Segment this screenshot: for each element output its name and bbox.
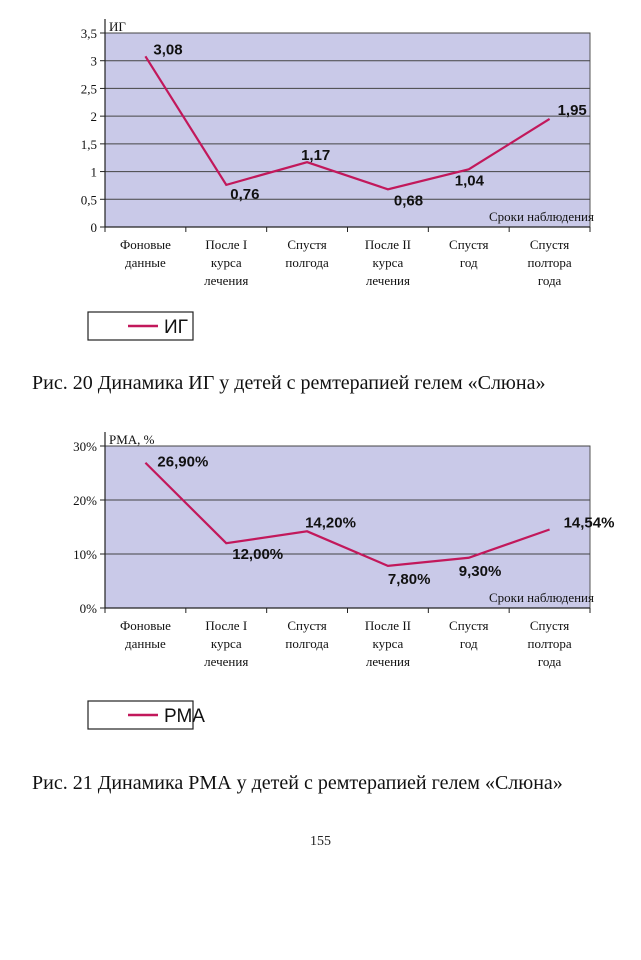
x-tick-label-line: После II <box>364 237 411 252</box>
x-tick-label-line: Спустя <box>529 237 570 252</box>
data-label: 14,54% <box>563 514 615 532</box>
x-tick-label-line: Спустя <box>449 237 489 252</box>
x-tick-label-line: Спустя <box>449 618 489 633</box>
y-tick-label: 1,5 <box>80 136 97 152</box>
y-tick-label: 0% <box>79 601 97 616</box>
x-tick-label <box>528 237 572 288</box>
y-tick-label: 0,5 <box>80 192 97 208</box>
x-tick-label-line: лечения <box>365 654 410 669</box>
x-tick-label <box>365 618 411 669</box>
x-tick-label-line: год <box>459 255 478 270</box>
y-tick-label: 2 <box>90 109 97 125</box>
x-tick-label-line: год <box>459 636 478 651</box>
x-tick-label-line: Фоновые <box>119 618 171 633</box>
y-axis-label: РМА, % <box>109 432 155 447</box>
data-label: 1,95 <box>557 101 587 119</box>
legend <box>88 701 205 729</box>
data-label: 1,04 <box>454 172 484 190</box>
x-tick-label-line: курса <box>210 636 242 651</box>
x-tick-label-line: После I <box>205 618 248 633</box>
x-tick-label-line: полгода <box>285 636 329 651</box>
data-label: 1,17 <box>301 147 331 165</box>
figure-20-caption: Рис. 20 Динамика ИГ у детей с ремтерапией гелем «Слюна» <box>32 372 546 394</box>
legend-label: РМА <box>164 706 205 727</box>
x-tick-label <box>285 237 329 270</box>
data-label: 0,68 <box>393 192 424 210</box>
x-tick-label-line: После I <box>205 237 248 252</box>
y-tick-label: 3,5 <box>80 26 97 41</box>
data-label: 14,20% <box>305 514 356 532</box>
y-tick-label: 1 <box>90 164 97 180</box>
x-tick-label-line: курса <box>372 255 404 270</box>
legend <box>88 312 193 340</box>
x-tick-label <box>204 237 248 288</box>
data-label: 12,00% <box>232 546 284 564</box>
x-tick-label <box>120 618 171 651</box>
y-tick-label: 0 <box>90 220 97 235</box>
x-tick-label-line: Спустя <box>287 618 327 633</box>
x-axis-label: Сроки наблюдения <box>488 209 594 224</box>
x-tick-label-line: курса <box>372 636 404 651</box>
x-tick-label-line: Спустя <box>287 237 327 252</box>
y-axis-label: ИГ <box>109 19 126 34</box>
x-tick-label-line: полтора <box>527 636 572 651</box>
data-label: 0,76 <box>230 185 260 203</box>
data-label: 7,80% <box>387 570 431 588</box>
x-tick-label-line: курса <box>210 255 242 270</box>
x-tick-label <box>120 237 171 270</box>
x-tick-label-line: года <box>537 273 562 288</box>
plot-area <box>105 33 590 227</box>
x-tick-label <box>285 618 329 651</box>
data-label: 26,90% <box>157 453 209 471</box>
ig-chart <box>0 0 641 360</box>
x-tick-label-line: Спустя <box>529 618 570 633</box>
x-tick-label <box>365 237 411 288</box>
x-tick-label-line: полтора <box>527 255 572 270</box>
x-tick-label-line: полгода <box>285 255 329 270</box>
x-tick-label-line: данные <box>125 636 166 651</box>
x-tick-label-line: лечения <box>204 654 249 669</box>
x-tick-label-line: Фоновые <box>119 237 171 252</box>
x-tick-label-line: года <box>537 654 562 669</box>
figure-21-caption: Рис. 21 Динамика РМА у детей с ремтерапией гелем «Слюна» <box>32 772 563 794</box>
legend-label: ИГ <box>164 317 188 338</box>
x-tick-label <box>449 618 488 651</box>
x-tick-label <box>449 237 488 270</box>
rma-chart <box>0 432 641 762</box>
data-label: 9,30% <box>458 562 502 580</box>
x-tick-label-line: данные <box>125 255 166 270</box>
data-label: 3,08 <box>153 41 183 59</box>
x-tick-label-line: лечения <box>204 273 249 288</box>
y-tick-label: 20% <box>73 493 97 508</box>
y-tick-label: 3 <box>90 53 97 69</box>
x-tick-label <box>204 618 248 669</box>
x-tick-label-line: лечения <box>365 273 410 288</box>
y-tick-label: 10% <box>73 547 97 562</box>
y-tick-label: 30% <box>73 439 97 454</box>
y-tick-label: 2,5 <box>80 81 97 97</box>
page-number: 155 <box>310 834 331 849</box>
x-axis-label: Сроки наблюдения <box>488 590 594 605</box>
x-tick-label <box>528 618 572 669</box>
x-tick-label-line: После II <box>364 618 411 633</box>
